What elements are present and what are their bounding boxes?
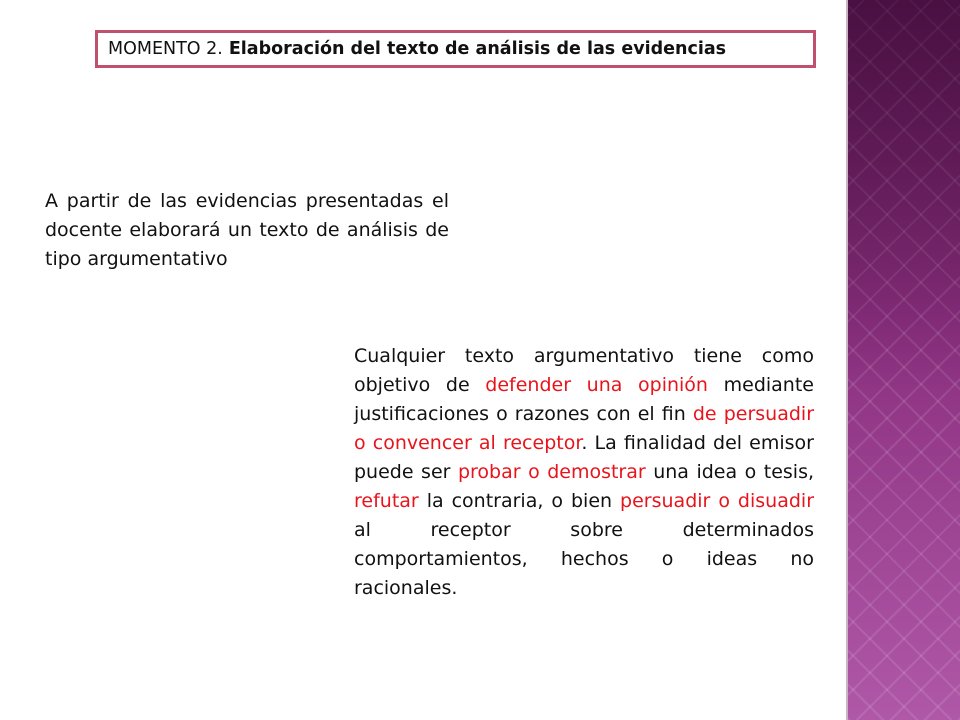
body-segment: al receptor sobre determinados comportamientos, hechos o ideas no racionales. (354, 519, 814, 599)
body-segment-highlight: de persuadir o convencer al receptor (354, 403, 815, 454)
title-bold: Elaboración del texto de análisis de las evidencias (228, 39, 727, 59)
title-box (95, 30, 816, 68)
body-segment-highlight: persuadir o disuadir (620, 490, 815, 512)
decorative-side-panel (848, 0, 960, 720)
body-segment: . La finalidad del emisor puede ser (354, 432, 814, 483)
body-segment: mediante justificaciones o razones con el fin (354, 374, 814, 425)
body-segment: una idea o tesis, (645, 461, 815, 483)
title-prefix: MOMENTO 2. (108, 39, 223, 59)
body-segment: la contraria, o bien (418, 490, 621, 512)
body-segment-highlight: refutar (354, 490, 419, 512)
body-segment: Cualquier texto argumentativo tiene como objetivo de (354, 345, 814, 396)
intro-paragraph: A partir de las evidencias presentadas el docente elaborará un texto de análisis de tipo argumentativo (45, 190, 449, 270)
body-segment-highlight: defender una opinión (485, 374, 708, 396)
body-segment-highlight: probar o demostrar (457, 461, 646, 483)
argument-paragraph (354, 342, 814, 603)
